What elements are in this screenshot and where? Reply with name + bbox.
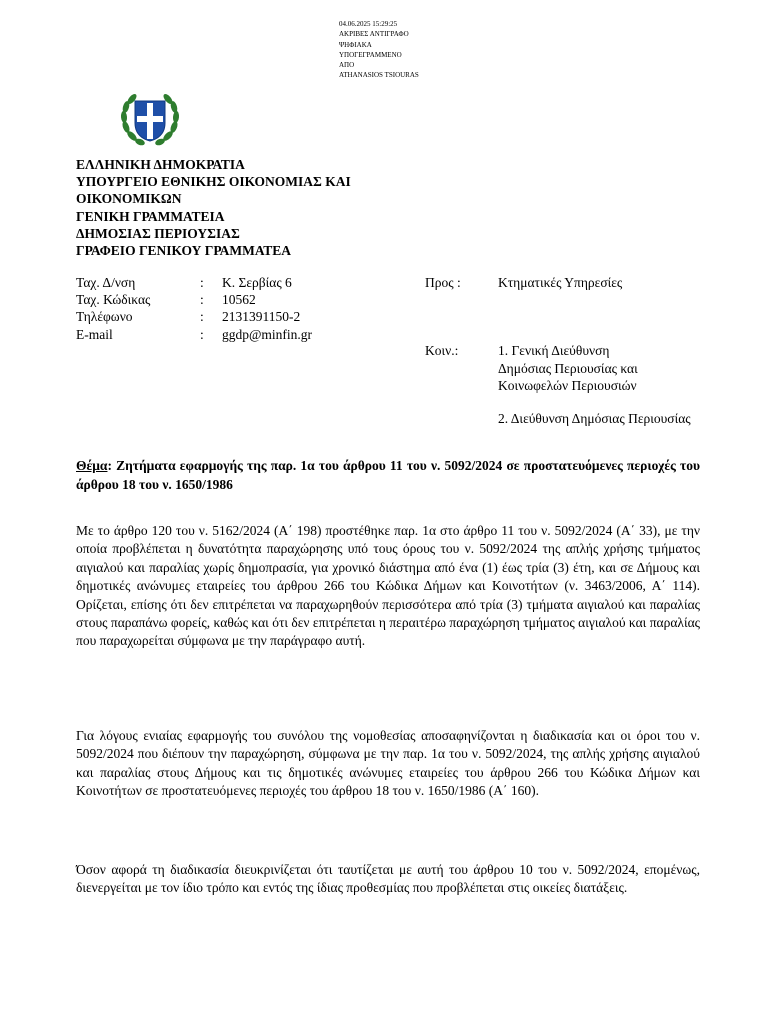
- contact-colon: :: [200, 292, 204, 308]
- to-label: Προς :: [425, 275, 461, 290]
- header-line-secretariat: ΓΕΝΙΚΗ ΓΡΑΜΜΑΤΕΙΑ: [76, 208, 225, 224]
- coat-of-arms-icon: [118, 89, 182, 149]
- cc-item-2: 2. Διεύθυνση Δημόσιας Περιουσίας: [498, 411, 691, 426]
- cc-item-1: 1. Γενική Διεύθυνση: [498, 343, 610, 358]
- subject-text: : Ζητήματα εφαρμογής της παρ. 1α του άρθρου 11 του ν. 5092/2024 σε προστατευόμενες περιοχές του άρθρου 18 του ν. 1650/1986: [76, 458, 700, 492]
- cc-item-1-cont2: Κοινωφελών Περιουσιών: [498, 378, 637, 393]
- recipients-block: [425, 274, 745, 434]
- stamp-line-date: 04.06.2025 15:29:25: [339, 20, 398, 28]
- subject-line: [76, 456, 700, 494]
- contact-value: Κ. Σερβίας 6: [222, 275, 292, 290]
- contact-label: Ταχ. Δ/νση: [76, 275, 136, 290]
- stamp-line: ΑΚΡΙΒΕΣ ΑΝΤΙΓΡΑΦΟ: [339, 30, 409, 39]
- to-value: Κτηματικές Υπηρεσίες: [498, 275, 623, 290]
- header-line-republic: ΕΛΛΗΝΙΚΗ ΔΗΜΟΚΡΑΤΙΑ: [76, 157, 245, 172]
- body-paragraph-1: Με το άρθρο 120 του ν. 5162/2024 (Α΄ 198) προστέθηκε παρ. 1α στο άρθρο 11 του ν. 5092/2024 (Α΄ 33), με την οποία προβλέπεται η δυνατότητα παραχώρησης υπό τους όρους του ν. 5092/2024 της απλής χρήσης τμήματος αιγιαλού και παραλίας χωρίς δημοπρασία, για χρονικό διάστημα από ένα (1) έως τρία (3) έτη, και σε Δήμους και δημοτικές ανώνυμες εταιρείες του άρθρου 266 του Κώδικα Δήμων και Κοινοτήτων (ν. 3463/2006, Α΄ 114). Ορίζεται, επίσης ότι δεν επιτρέπεται να παραχωρηθούν περισσότερα από τρία (3) τμήματα αιγιαλού και παραλίας στους παραπάνω φορείς, καθώς και ότι δεν επιτρέπεται η περαιτέρω παραχώρηση τμήματος αιγιαλού και παραλίας που παραχωρείται σύμφωνα με την παράγραφο αυτή.: [76, 523, 700, 649]
- contact-label: Ταχ. Κώδικας: [76, 292, 151, 308]
- contact-label: Τηλέφωνο: [76, 309, 133, 325]
- contact-colon: :: [200, 309, 204, 325]
- contact-colon: :: [200, 275, 204, 290]
- contact-colon: :: [200, 326, 204, 342]
- body-paragraph-3: Όσον αφορά τη διαδικασία διευκρινίζεται ότι ταυτίζεται με αυτή του άρθρου 10 του ν. 5092/2024, επομένως, διενεργείται με τον ίδιο τρόπο και εντός της ίδιας προθεσμίας που προβλέπεται στις οικείες διατάξεις.: [76, 862, 700, 896]
- stamp-line: ΨΗΦΙΑΚΑ: [339, 40, 372, 49]
- header-line-office: ΓΡΑΦΕΙΟ ΓΕΝΙΚΟΥ ΓΡΑΜΜΑΤΕΑ: [76, 243, 292, 259]
- cc-item-1-cont: Δημόσιας Περιουσίας και: [498, 361, 638, 376]
- header-line-ministry: ΥΠΟΥΡΓΕΙΟ ΕΘΝΙΚΗΣ ΟΙΚΟΝΟΜΙΑΣ ΚΑΙ: [76, 174, 351, 190]
- contact-value: 10562: [222, 292, 256, 308]
- cc-label: Κοιν.:: [425, 343, 459, 358]
- body-paragraph-2: Για λόγους ενιαίας εφαρμογής του συνόλου της νομοθεσίας αποσαφηνίζονται η διαδικασία και οι όροι του ν. 5092/2024 που διέπουν την παραχώρηση, σύμφωνα με την παρ. 1α του ν. 5092/2024, της απλής χρήσης αιγιαλού και παραλίας στους Δήμους και τις δημοτικές ανώνυμες εταιρείες του άρθρου 266 του Κώδικα Δήμων και Κοινοτήτων σε προστατευόμενες περιοχές του άρθρου 18 του ν. 1650/1986 (Α΄ 160).: [76, 728, 700, 799]
- contact-value: 2131391150-2: [222, 309, 301, 325]
- stamp-line: ΥΠΟΓΕΓΡΑΜΜΕΝΟ: [339, 50, 402, 59]
- contact-value[interactable]: ggdp@minfin.gr: [222, 326, 313, 342]
- header-line-secretariat-cont: ΔΗΜΟΣΙΑΣ ΠΕΡΙΟΥΣΙΑΣ: [76, 225, 240, 241]
- digital-signature-stamp: [339, 19, 419, 81]
- stamp-line-signer: ATHANASIOS TSIOURAS: [339, 71, 419, 80]
- subject-lead: Θέμα: [76, 458, 108, 473]
- contact-label: E-mail: [76, 326, 113, 342]
- ministry-header: [76, 156, 351, 259]
- stamp-line: ΑΠΟ: [339, 61, 355, 70]
- header-line-ministry-cont: ΟΙΚΟΝΟΜΙΚΩΝ: [76, 191, 182, 207]
